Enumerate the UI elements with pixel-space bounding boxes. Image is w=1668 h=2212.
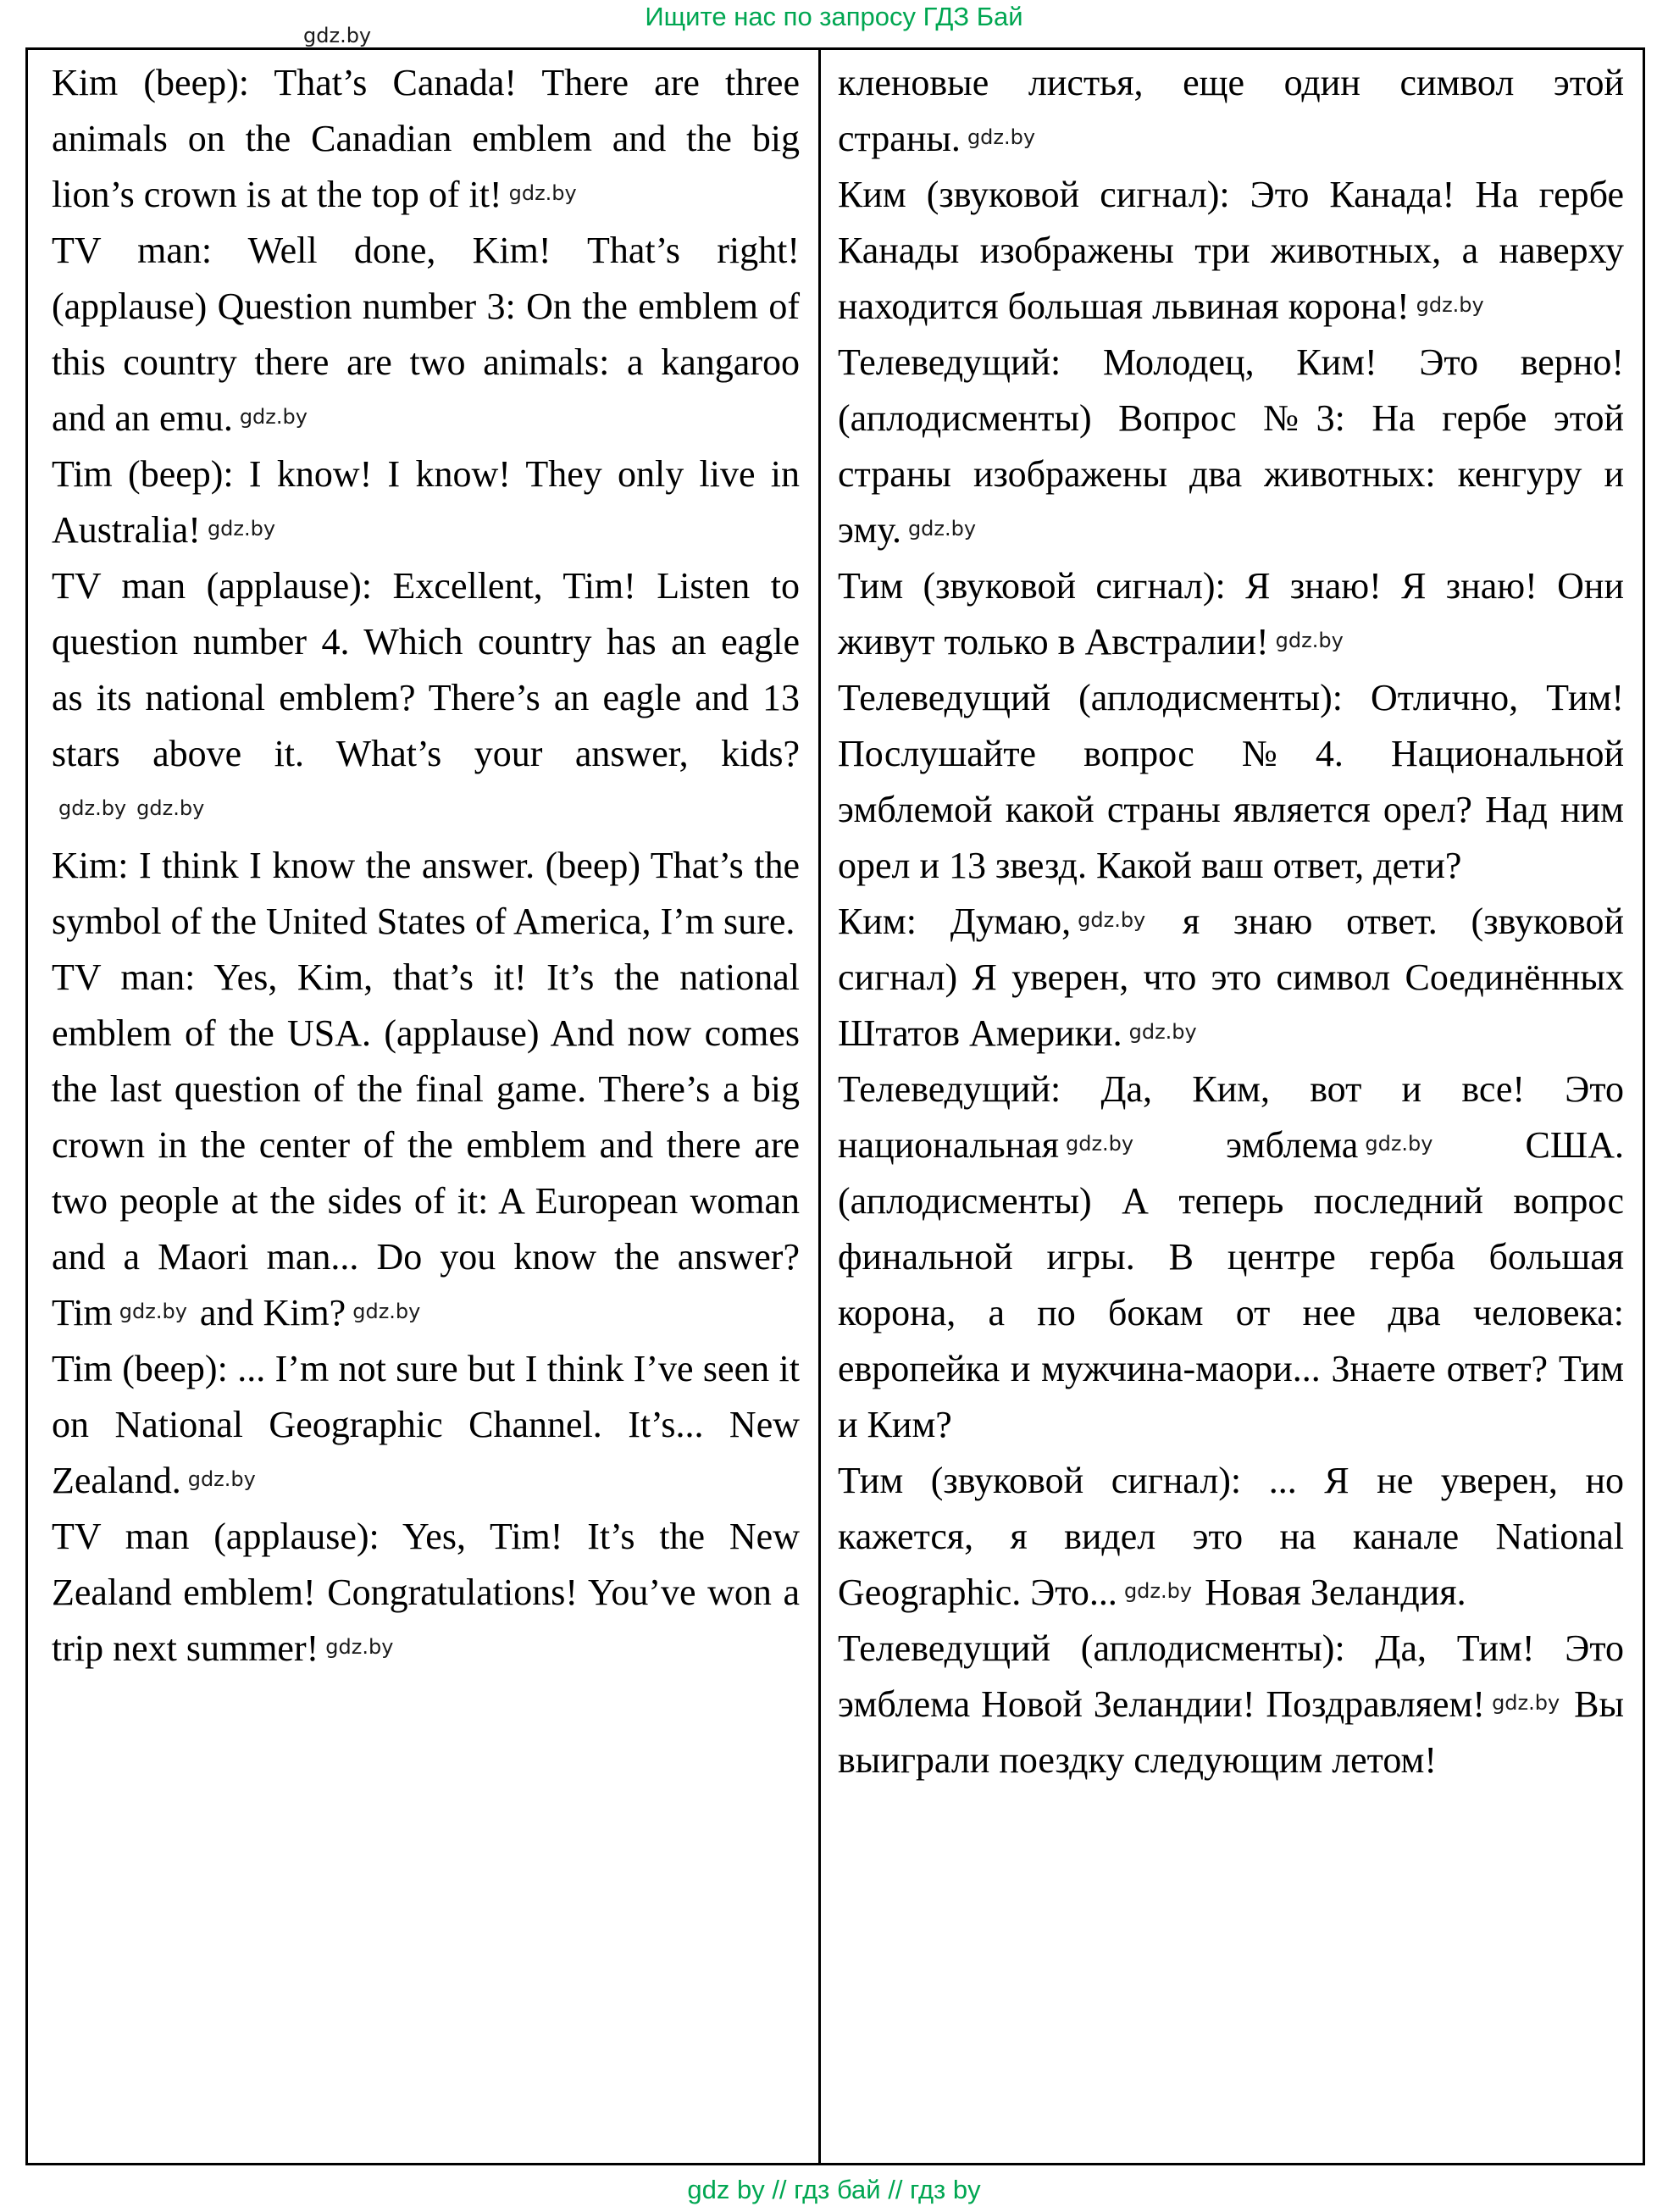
watermark: gdz.by (967, 125, 1036, 149)
paragraph (838, 558, 1624, 670)
paragraph-text: TV man (applause): Excellent, Tim! Listen to question number 4. Which country has an eagle as its national emblem? There’s an eagle and 13 stars above it. What’s your answer, kids? (52, 565, 800, 774)
watermark: gdz.by (58, 796, 127, 820)
paragraph (52, 223, 800, 446)
paragraph-text: Телеведущий (аплодисменты): Отлично, Тим! Послушайте вопрос №4. Национальной эмблемой какой страны является орел? Над ним орел и 13 звезд. Какой ваш ответ, дети? (838, 677, 1624, 886)
paragraph (52, 446, 800, 558)
paragraph-text: TV man (applause): Yes, Tim! It’s the New Zealand emblem! Congratulations! You’ve won a trip next summer! (52, 1516, 800, 1669)
paragraph-text: Тим (звуковой сигнал): Я знаю! Я знаю! Они живут только в Австралии! (838, 565, 1624, 662)
paragraph-text: я знаю ответ. (звуковой сигнал) Я уверен, что это символ Соединённых Штатов Америки. (838, 901, 1625, 1054)
paragraph-text: Вы выиграли поездку следующим летом! (838, 1683, 1625, 1781)
paragraph (838, 894, 1624, 1062)
paragraph-text: эмблема (1226, 1124, 1359, 1166)
watermark: gdz.by (1128, 1020, 1197, 1044)
watermark: gdz.by (303, 24, 372, 47)
watermark: gdz.by (1492, 1691, 1560, 1715)
column-english (28, 50, 821, 2163)
watermark: gdz.by (136, 796, 205, 820)
watermark: gdz.by (1065, 1132, 1134, 1156)
watermark: gdz.by (119, 1300, 187, 1323)
paragraph-text: TV man: Well done, Kim! That’s right! (applause) Question number 3: On the emblem of this country there are two animals: a kangaroo and an emu. (52, 230, 800, 439)
paragraph-text: Телеведущий (аплодисменты): Да, Тим! Это эмблема Новой Зеландии! Поздравляем! (838, 1627, 1624, 1725)
watermark: gdz.by (1078, 908, 1146, 932)
footer-credits: gdz by // гдз бай // гдз by (687, 2175, 981, 2204)
header-promo: Ищите нас по запросу ГДЗ Бай (645, 2, 1023, 31)
watermark: gdz.by (325, 1635, 394, 1659)
watermark: gdz.by (907, 517, 977, 541)
paragraph (52, 1341, 800, 1509)
paragraph-text: Телеведущий: Молодец, Ким! Это верно! (аплодисменты) Вопрос №3: На гербе этой страны изображены два животных: кенгуру и эму. (838, 341, 1624, 551)
paragraph (52, 1509, 800, 1677)
paragraph-text: Kim: I think I know the answer. (beep) That’s the symbol of the United States of America, I’m sure. (52, 845, 800, 942)
watermark: gdz.by (352, 1300, 421, 1323)
paragraph-text: Ким (звуковой сигнал): Это Канада! На гербе Канады изображены три животных, а наверху находится большая львиная корона! (838, 174, 1624, 327)
paragraph (52, 558, 800, 838)
paragraph-text: кленовые листья, еще один символ этой страны. (838, 62, 1624, 159)
watermark: gdz.by (239, 405, 308, 429)
paragraph (52, 55, 800, 223)
paragraph-text: Kim (beep): That’s Canada! There are three animals on the Canadian emblem and the big lion’s crown is at the top of it! (52, 62, 800, 215)
watermark: gdz.by (187, 1467, 256, 1491)
paragraph-text: Ким: Думаю, (838, 901, 1072, 942)
paragraph-text: Телеведущий: Да, Ким, вот и все! Это национальная (838, 1068, 1624, 1166)
paragraph-text: США. (аплодисменты) А теперь последний вопрос финальной игры. В центре герба большая корона, а по бокам от нее два человека: европейка и мужчина-маори... Знаете ответ? Тим и Ким? (838, 1124, 1625, 1445)
paragraph (838, 1453, 1624, 1621)
paragraph (838, 670, 1624, 894)
paragraph-text: Новая Зеландия. (1205, 1572, 1466, 1613)
watermark: gdz.by (1275, 629, 1344, 652)
paragraph (838, 335, 1624, 558)
watermark: gdz.by (1123, 1579, 1193, 1603)
paragraph (838, 167, 1624, 335)
paragraph-text: TV man: Yes, Kim, that’s it! It’s the national emblem of the USA. (applause) And now comes the last question of the final game. There’s a big crown in the center of the emblem and there are two people at the sides of it: A European woman and a Maori man... Do you know the answer? Tim (52, 956, 800, 1333)
paragraph-text: Tim (beep): ... I’m not sure but I think I’ve seen it on National Geographic Channel. It’s... New Zealand. (52, 1348, 800, 1501)
watermark: gdz.by (207, 517, 276, 541)
column-russian (821, 50, 1643, 2163)
document-table (25, 47, 1645, 2165)
paragraph-text: Tim (beep): I know! I know! They only live in Australia! (52, 453, 800, 551)
paragraph (838, 55, 1624, 167)
watermark: gdz.by (1365, 1132, 1433, 1156)
paragraph (838, 1062, 1624, 1453)
paragraph (52, 950, 800, 1341)
paragraph-text: and Kim? (199, 1292, 346, 1333)
watermark: gdz.by (1416, 293, 1484, 317)
paragraph (838, 1621, 1624, 1788)
paragraph-text: Тим (звуковой сигнал): ... Я не уверен, но кажется, я видел это на канале National Geographic. Это... (838, 1460, 1624, 1613)
watermark: gdz.by (508, 181, 577, 205)
paragraph (52, 838, 800, 950)
